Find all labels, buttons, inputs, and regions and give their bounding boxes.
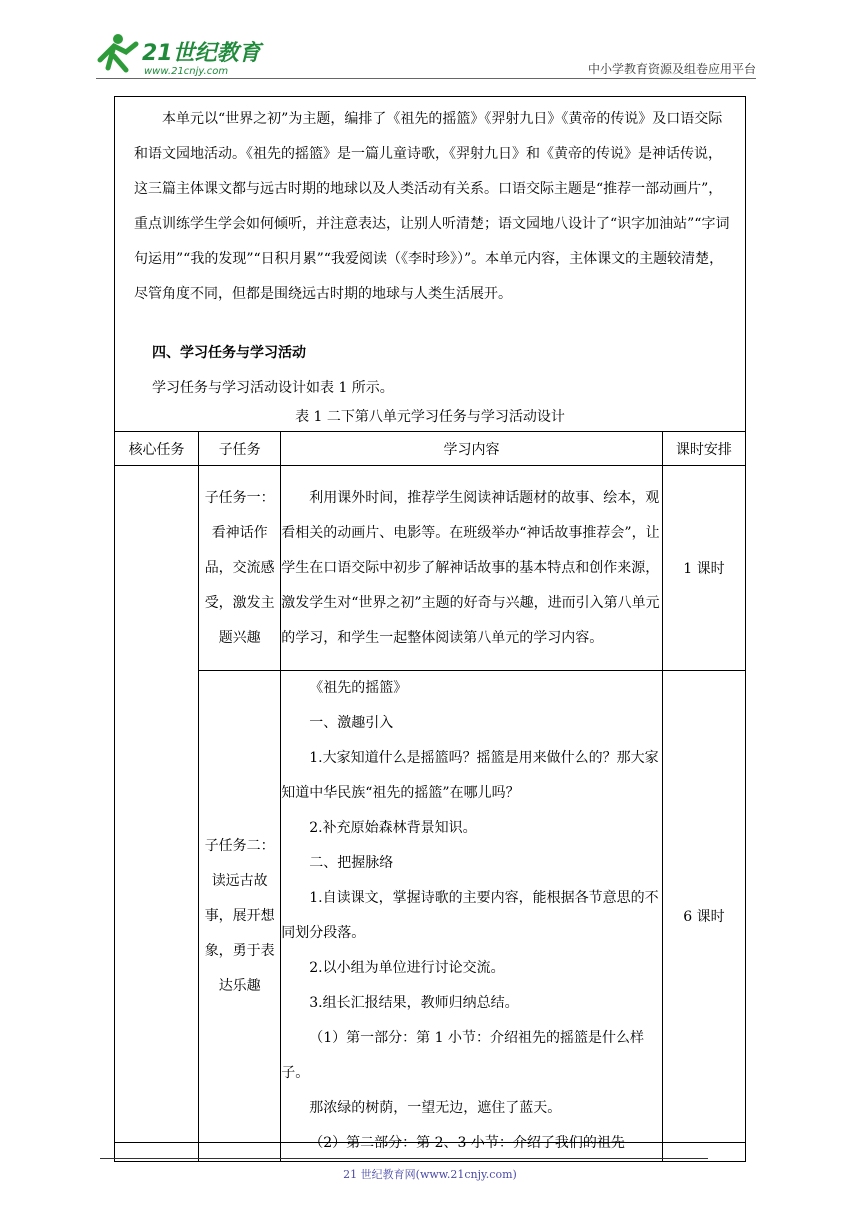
section-lead: 学习任务与学习活动设计如表 1 所示。 xyxy=(152,380,394,396)
core-task-cell xyxy=(115,466,199,1162)
content-paragraph: 2.以小组为单位进行讨论交流。 xyxy=(309,960,505,976)
task-table xyxy=(114,431,746,1162)
logo-text: 21世纪教育 xyxy=(142,41,261,66)
content-paragraph: 《祖先的摇篮》 xyxy=(309,680,408,696)
header-core-task: 核心任务 xyxy=(115,432,199,466)
content-paragraph: （1）第一部分：第 1 小节：介绍祖先的摇篮是什么样子。 xyxy=(281,1030,644,1081)
subtask-cell: 子任务二：读远古故事，展开想象，勇于表达乐趣 xyxy=(199,671,281,1162)
platform-title: 中小学教育资源及组卷应用平台 xyxy=(587,62,756,76)
content-cell xyxy=(281,671,663,1162)
content-paragraph: 3.组长汇报结果，教师归纳总结。 xyxy=(309,995,519,1011)
header-hours: 课时安排 xyxy=(662,432,745,466)
table-header-row xyxy=(115,432,746,466)
subtask-cell: 子任务一：看神话作品，交流感受，激发主题兴趣 xyxy=(199,466,281,671)
logo-url: www.21cnjy.com xyxy=(144,66,229,77)
section-heading: 四、学习任务与学习活动 xyxy=(152,345,306,361)
content-paragraph: 一、激趣引入 xyxy=(309,715,394,731)
footer-text[interactable]: 21 世纪教育网(www.21cnjy.com) xyxy=(343,1168,517,1181)
footer-divider xyxy=(100,1158,708,1159)
content-paragraph: 二、把握脉络 xyxy=(309,855,394,871)
site-logo xyxy=(96,30,266,82)
table-row xyxy=(115,466,746,671)
header-subtask: 子任务 xyxy=(199,432,281,466)
table-row xyxy=(115,671,746,1162)
unit-intro xyxy=(134,102,734,312)
content-paragraph: 那浓绿的树荫，一望无边，遮住了蓝天。 xyxy=(309,1100,562,1116)
content-paragraph: 2.补充原始森林背景知识。 xyxy=(309,820,477,836)
content-paragraph: 利用课外时间，推荐学生阅读神话题材的故事、绘本，观看相关的动画片、电影等。在班级举办“神话故事推荐会”，让学生在口语交际中初步了解神话故事的基本特点和创作来源，激发学生对“世界之初”主题的好奇与兴趣，进而引入第八单元的学习，和学生一起整体阅读第八单元的学习内容。 xyxy=(281,489,660,646)
content-paragraph: 1.自读课文，掌握诗歌的主要内容，能根据各节意思的不同划分段落。 xyxy=(281,890,659,941)
hours-cell: 6 课时 xyxy=(662,671,745,1162)
hours-cell: 1 课时 xyxy=(662,466,745,671)
header-divider xyxy=(96,78,756,79)
content-cell xyxy=(281,466,663,671)
content-paragraph: （2）第二部分：第 2、3 小节：介绍了我们的祖先 xyxy=(309,1135,625,1151)
header-content: 学习内容 xyxy=(281,432,663,466)
content-paragraph: 1.大家知道什么是摇篮吗？摇篮是用来做什么的？那大家知道中华民族“祖先的摇篮”在哪儿吗？ xyxy=(281,750,659,801)
table-caption: 表 1 二下第八单元学习任务与学习活动设计 xyxy=(295,409,565,425)
intro-paragraph: 本单元以“世界之初”为主题，编排了《祖先的摇篮》《羿射九日》《黄帝的传说》及口语交际和语文园地活动。《祖先的摇篮》是一篇儿童诗歌，《羿射九日》和《黄帝的传说》是神话传说，这三篇主体课文都与远古时期的地球以及人类活动有关系。口语交际主题是“推荐一部动画片”，重点训练学生学会如何倾听，并注意表达，让别人听清楚；语文园地八设计了“识字加油站”“字词句运用”“我的发现”“日积月累”“我爱阅读（《李时珍》）”。本单元内容，主体课文的主题较清楚，尽管角度不同，但都是围绕远古时期的地球与人类生活展开。 xyxy=(134,111,730,302)
